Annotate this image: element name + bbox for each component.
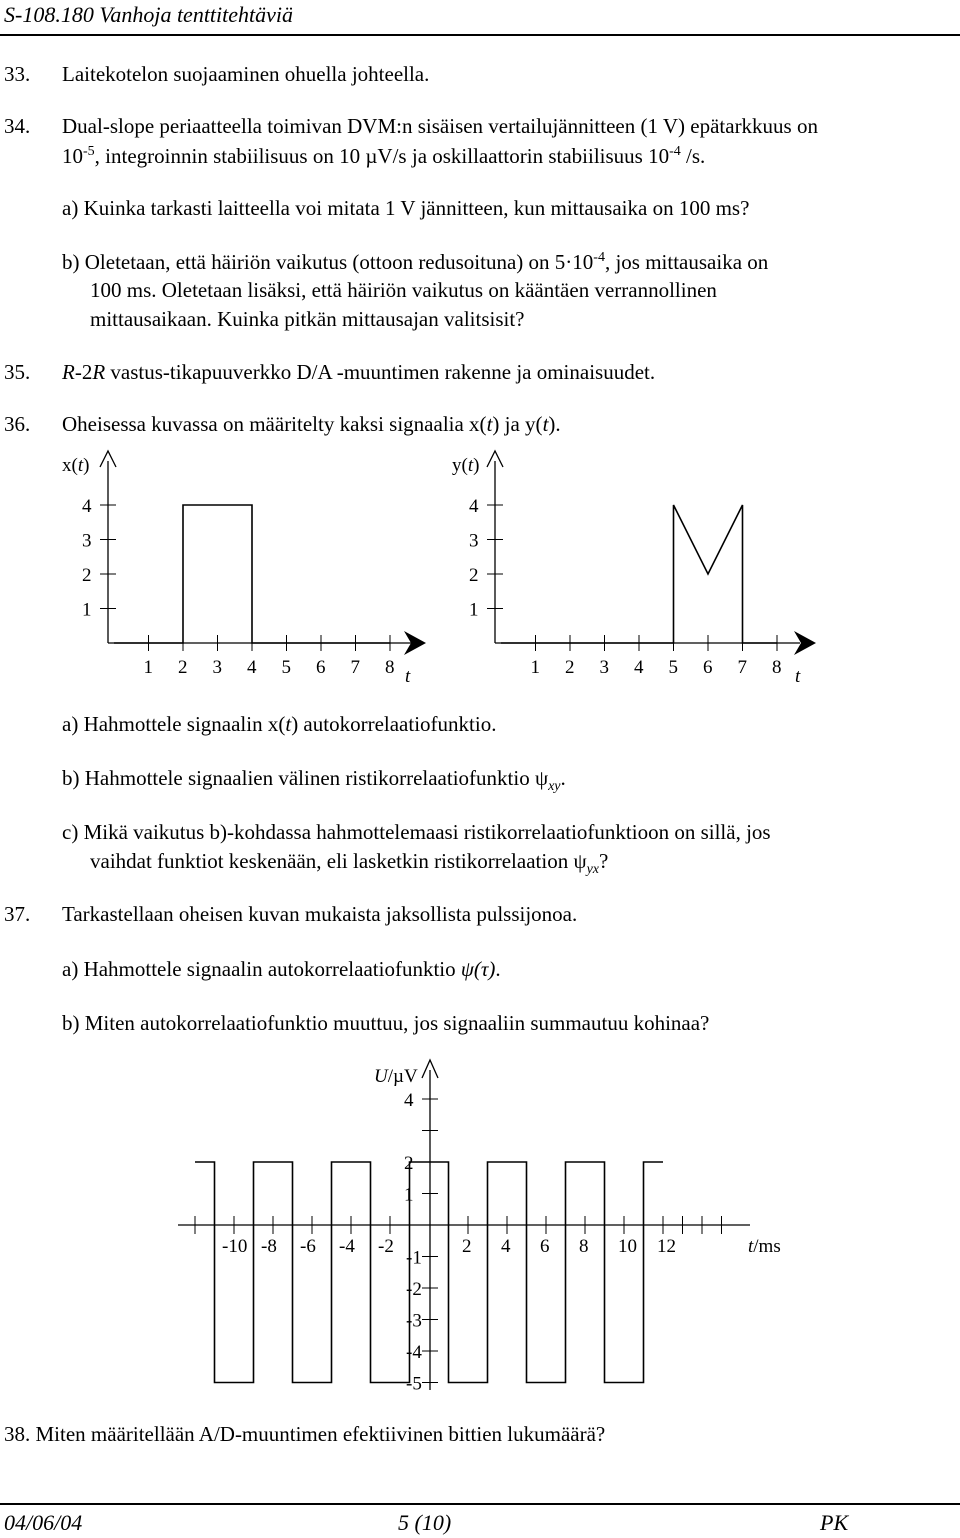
footer-rule (0, 1503, 960, 1505)
chart-x-xtick-label: 1 (143, 657, 153, 678)
chart-x-xtick-label: 3 (212, 657, 222, 678)
pulse-ytick-label: -4 (406, 1342, 422, 1363)
chart-y-xtick-label: 1 (530, 657, 540, 678)
pulse-ytick-label: -3 (406, 1310, 422, 1332)
chart-y-xtick-label: 4 (634, 657, 644, 678)
chart-x-ytick-label: 1 (82, 599, 92, 621)
q35-text: R-2R vastus-tikapuuverkko D/A -muuntimen rakenne ja ominaisuudet. (62, 360, 656, 384)
q33-text: Laitekotelon suojaaminen ohuella johteella. (62, 62, 430, 86)
q37-part-a: a) Hahmottele signaalin autokorrelaatiofunktio ψ(τ). (62, 957, 501, 981)
chart-y-xtick-label: 2 (565, 657, 575, 678)
q37-number: 37. (4, 902, 31, 926)
q35-number: 35. (4, 360, 31, 384)
q36-part-c-line2: vaihdat funktiot keskenään, eli lasketkin ristikorrelaation $\psi_{yx}$? (90, 849, 609, 878)
q34-line1: Dual-slope periaatteella toimivan DVM:n sisäisen vertailujännitteen (1 V) epätarkkuus on (62, 114, 818, 138)
pulse-xtick-label: 8 (579, 1236, 589, 1257)
q36-part-c-line1: c) Mikä vaikutus b)-kohdassa hahmottelemaasi ristikorrelaatiofunktioon on sillä, jos (62, 820, 771, 844)
pulse-train-chart (0, 1050, 960, 1395)
chart-x-ytick-label: 3 (82, 530, 92, 552)
chart-y-xtick-label: 6 (703, 657, 713, 678)
q34-part-a: a) Kuinka tarkasti laitteella voi mitata 1 V jännitteen, kun mittausaika on 100 ms? (62, 196, 750, 220)
pulse-xtick-label: 10 (618, 1236, 637, 1257)
footer-date: 04/06/04 (4, 1510, 83, 1535)
q36-number: 36. (4, 412, 31, 436)
chart-y-xtick-label: 8 (772, 657, 782, 678)
pulse-ytick-label: 4 (404, 1090, 414, 1111)
footer-page: 5 (10) (398, 1510, 452, 1535)
q36-intro: Oheisessa kuvassa on määritelty kaksi signaalia x(t) ja y(t). (62, 412, 561, 436)
page-header (0, 0, 960, 40)
signal-plots-xy (0, 445, 960, 690)
chart-y-ytick-label: 1 (469, 599, 479, 621)
pulse-ytick-label: 1 (404, 1184, 414, 1206)
header-title: S-108.180 Vanhoja tenttitehtäviä (4, 2, 294, 27)
pulse-xlabel: t/ms (748, 1236, 781, 1257)
pulse-ytick-label: -5 (406, 1373, 422, 1395)
q34-number: 34. (4, 114, 31, 138)
chart-y-ytick-label: 4 (469, 496, 479, 517)
pulse-xtick-label: -2 (378, 1236, 394, 1257)
pulse-ytick-label: -1 (406, 1247, 422, 1269)
chart-x-ytick-label: 2 (82, 565, 92, 586)
q38-line: 38. Miten määritellään A/D-muuntimen efektiivinen bittien lukumäärä? (4, 1422, 606, 1446)
chart-x-xlabel: t (405, 666, 411, 687)
q34-part-b-line3: mittausaikaan. Kuinka pitkän mittausajan valitsisit? (90, 307, 525, 331)
q34-line2: $10^{-5}$, integroinnin stabiilisuus on 10 µV/s ja oskillaattorin stabiilisuus $10^{-4}$ /s. (62, 144, 706, 168)
chart-x-xtick-label: 2 (178, 657, 188, 678)
chart-y-ylabel: y(t) (452, 455, 480, 476)
pulse-xtick-label: 12 (657, 1236, 676, 1257)
q36-part-b: b) Hahmottele signaalien välinen ristikorrelaatiofunktio $\psi_{xy}$. (62, 766, 566, 795)
pulse-ytick-label: -2 (406, 1279, 422, 1300)
pulse-ytick-label: 2 (404, 1153, 414, 1174)
q34-part-b-line1: b) Oletetaan, että häiriön vaikutus (ottoon redusoituna) on $5\cdot 10^{-4}$, jos mittausaika on (62, 250, 769, 274)
chart-y-xlabel: t (795, 666, 801, 687)
pulse-xtick-label: 4 (501, 1236, 511, 1257)
q36-part-a: a) Hahmottele signaalin x(t) autokorrelaatiofunktio. (62, 712, 497, 736)
page-footer (0, 1500, 960, 1538)
pulse-xtick-label: -6 (300, 1236, 316, 1257)
pulse-xtick-label: -10 (222, 1236, 248, 1257)
pulse-xtick-label: 2 (462, 1236, 472, 1257)
chart-x-xtick-label: 8 (385, 657, 395, 678)
header-rule (0, 34, 960, 36)
chart-x-series (114, 505, 390, 643)
chart-x-ytick-label: 4 (82, 496, 92, 517)
pulse-xtick-label: -8 (261, 1236, 277, 1257)
q37-part-b: b) Miten autokorrelaatiofunktio muuttuu, jos signaaliin summautuu kohinaa? (62, 1011, 710, 1035)
chart-x-xtick-label: 6 (316, 657, 326, 678)
chart-y-xtick-label: 3 (599, 657, 609, 678)
q37-intro: Tarkastellaan oheisen kuvan mukaista jaksollista pulssijonoa. (62, 902, 578, 926)
chart-y-ytick-label: 2 (469, 565, 479, 586)
chart-x-xtick-label: 7 (350, 657, 360, 678)
chart-y-xtick-label: 7 (737, 657, 747, 678)
q33-number: 33. (4, 62, 31, 86)
pulse-series (195, 1162, 663, 1383)
chart-x-ylabel: x(t) (62, 455, 90, 476)
chart-y-of-t (452, 451, 816, 687)
footer-initials: PK (820, 1510, 849, 1535)
pulse-ylabel: U/µV (374, 1066, 418, 1087)
chart-x-of-t (62, 451, 426, 687)
chart-x-xtick-label: 4 (247, 657, 257, 678)
q34-part-b-line2: 100 ms. Oletetaan lisäksi, että häiriön vaikutus on kääntäen verrannollinen (90, 278, 717, 302)
chart-y-ytick-label: 3 (469, 530, 479, 552)
chart-y-series (501, 505, 777, 643)
chart-x-xtick-label: 5 (281, 657, 291, 678)
pulse-xtick-label: 6 (540, 1236, 550, 1257)
chart-y-xtick-label: 5 (668, 657, 678, 678)
pulse-xtick-label: -4 (339, 1236, 355, 1257)
